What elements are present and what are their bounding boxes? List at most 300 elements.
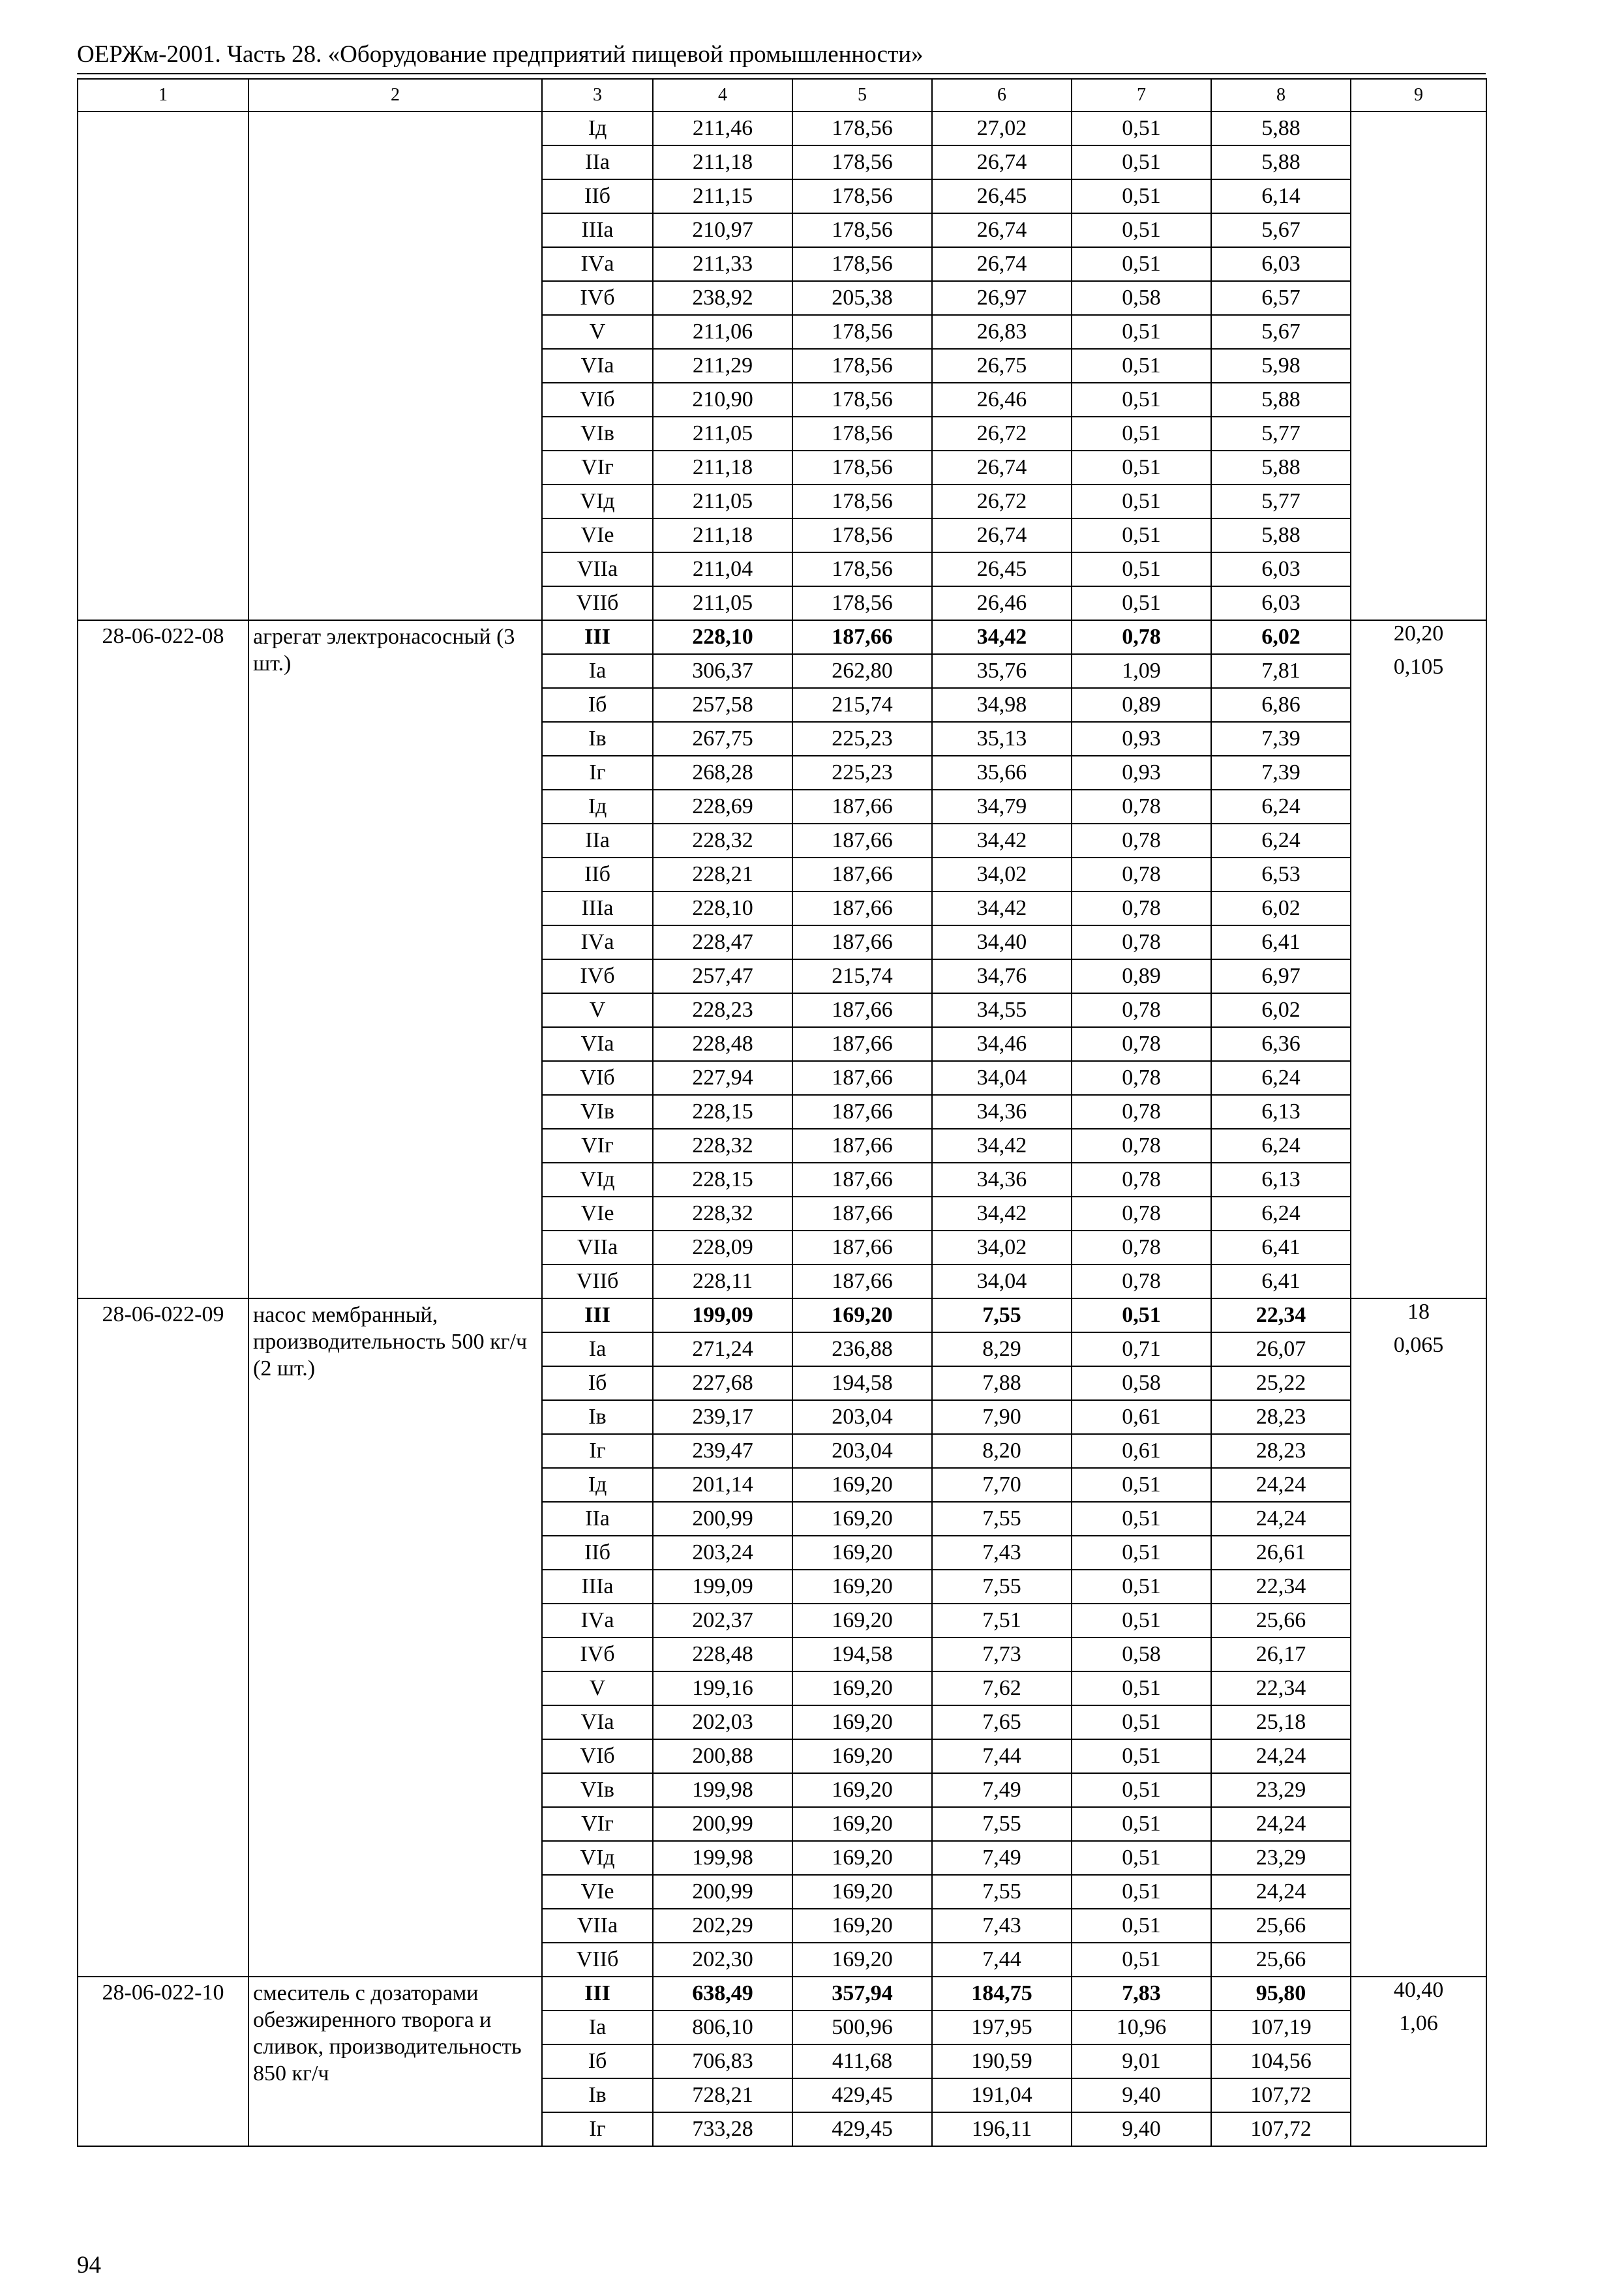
region-code-cell: IIа — [542, 145, 653, 179]
value-cell-8: 23,29 — [1211, 1841, 1351, 1875]
column9-cell — [1351, 518, 1486, 552]
value-cell-7: 0,51 — [1072, 1841, 1211, 1875]
column9-cell — [1351, 281, 1486, 315]
value-cell-4: 200,88 — [653, 1739, 792, 1773]
value-cell-5: 169,20 — [792, 1671, 932, 1705]
table-row — [78, 1298, 1486, 1332]
region-code-cell: VIIа — [542, 1909, 653, 1943]
column9-cell — [1351, 1400, 1486, 1434]
column9-cell — [1351, 993, 1486, 1027]
value-cell-5: 411,68 — [792, 2044, 932, 2078]
region-code-cell: VIIб — [542, 1943, 653, 1977]
value-cell-7: 0,78 — [1072, 1197, 1211, 1231]
rates-table-body — [78, 79, 1486, 2146]
value-cell-5: 500,96 — [792, 2011, 932, 2044]
value-cell-6: 7,55 — [932, 1570, 1072, 1604]
value-cell-5: 169,20 — [792, 1807, 932, 1841]
column9-cell — [1351, 1841, 1486, 1875]
value-cell-6: 7,55 — [932, 1807, 1072, 1841]
value-cell-6: 34,42 — [932, 1197, 1072, 1231]
value-cell-4: 199,09 — [653, 1570, 792, 1604]
value-cell-6: 34,79 — [932, 790, 1072, 824]
value-cell-7: 0,78 — [1072, 1027, 1211, 1061]
value-cell-5: 187,66 — [792, 993, 932, 1027]
value-cell-7: 0,78 — [1072, 1061, 1211, 1095]
value-cell-4: 271,24 — [653, 1332, 792, 1366]
value-cell-4: 211,29 — [653, 349, 792, 383]
value-cell-6: 34,36 — [932, 1163, 1072, 1197]
value-cell-4: 228,47 — [653, 925, 792, 959]
value-cell-8: 6,41 — [1211, 1231, 1351, 1264]
value-cell-6: 7,44 — [932, 1739, 1072, 1773]
value-cell-7: 0,51 — [1072, 1739, 1211, 1773]
value-cell-4: 267,75 — [653, 722, 792, 756]
value-cell-4: 228,32 — [653, 1197, 792, 1231]
value-cell-5: 187,66 — [792, 1264, 932, 1298]
value-cell-7: 0,78 — [1072, 620, 1211, 654]
value-cell-7: 9,40 — [1072, 2078, 1211, 2112]
value-cell-6: 34,76 — [932, 959, 1072, 993]
column9-cell — [1351, 247, 1486, 281]
column9-cell — [1351, 145, 1486, 179]
region-code-cell: VIв — [542, 1773, 653, 1807]
column9-cell — [1351, 722, 1486, 756]
value-cell-8: 25,66 — [1211, 1604, 1351, 1638]
value-cell-8: 5,77 — [1211, 417, 1351, 451]
value-cell-5: 178,56 — [792, 315, 932, 349]
value-cell-6: 190,59 — [932, 2044, 1072, 2078]
value-cell-8: 7,81 — [1211, 654, 1351, 688]
value-cell-7: 0,51 — [1072, 112, 1211, 145]
column9-cell — [1351, 179, 1486, 213]
value-cell-7: 9,01 — [1072, 2044, 1211, 2078]
value-cell-5: 178,56 — [792, 485, 932, 518]
value-cell-8: 6,03 — [1211, 552, 1351, 586]
column9-cell — [1351, 858, 1486, 891]
value-cell-5: 178,56 — [792, 145, 932, 179]
value-cell-4: 211,18 — [653, 145, 792, 179]
value-cell-5: 203,04 — [792, 1434, 932, 1468]
region-code-cell: IIб — [542, 858, 653, 891]
value-cell-7: 0,51 — [1072, 1807, 1211, 1841]
value-cell-4: 211,46 — [653, 112, 792, 145]
column9-cell — [1351, 1231, 1486, 1264]
value-cell-4: 200,99 — [653, 1875, 792, 1909]
value-cell-8: 5,98 — [1211, 349, 1351, 383]
column9-cell — [1351, 1434, 1486, 1468]
value-cell-4: 228,15 — [653, 1163, 792, 1197]
value-cell-6: 197,95 — [932, 2011, 1072, 2044]
region-code-cell: Iв — [542, 2078, 653, 2112]
value-cell-8: 5,88 — [1211, 112, 1351, 145]
region-code-cell: IVа — [542, 1604, 653, 1638]
value-cell-6: 26,46 — [932, 383, 1072, 417]
value-cell-5: 169,20 — [792, 1739, 932, 1773]
region-code-cell: VIе — [542, 1197, 653, 1231]
value-cell-5: 169,20 — [792, 1604, 932, 1638]
column9-cell — [1351, 213, 1486, 247]
value-cell-6: 7,90 — [932, 1400, 1072, 1434]
column9-cell — [1351, 1129, 1486, 1163]
column-number: 2 — [248, 79, 542, 112]
value-cell-4: 211,18 — [653, 451, 792, 485]
value-cell-8: 24,24 — [1211, 1875, 1351, 1909]
value-cell-5: 169,20 — [792, 1773, 932, 1807]
value-cell-8: 28,23 — [1211, 1434, 1351, 1468]
value-cell-7: 0,89 — [1072, 959, 1211, 993]
region-code-cell: IVб — [542, 959, 653, 993]
value-cell-6: 26,74 — [932, 451, 1072, 485]
value-cell-6: 184,75 — [932, 1977, 1072, 2011]
value-cell-5: 169,20 — [792, 1570, 932, 1604]
region-code-cell: VIб — [542, 1061, 653, 1095]
region-code-cell: VIв — [542, 1095, 653, 1129]
value-cell-8: 28,23 — [1211, 1400, 1351, 1434]
column9-cell — [1351, 349, 1486, 383]
value-cell-6: 35,76 — [932, 654, 1072, 688]
name-cell: агрегат электронасосный (3 шт.) — [248, 620, 542, 1298]
value-cell-6: 26,72 — [932, 417, 1072, 451]
value-cell-6: 8,20 — [932, 1434, 1072, 1468]
column9-cell — [1351, 2078, 1486, 2112]
value-cell-4: 228,48 — [653, 1638, 792, 1671]
region-code-cell: VIд — [542, 485, 653, 518]
value-cell-8: 6,53 — [1211, 858, 1351, 891]
region-code-cell: Iб — [542, 688, 653, 722]
value-cell-8: 6,03 — [1211, 586, 1351, 620]
value-cell-6: 34,55 — [932, 993, 1072, 1027]
code-cell: 28-06-022-10 — [78, 1977, 248, 2146]
region-code-cell: Iд — [542, 112, 653, 145]
header-rule — [77, 73, 1486, 74]
region-code-cell: IIа — [542, 824, 653, 858]
value-cell-8: 6,24 — [1211, 1197, 1351, 1231]
column9-cell — [1351, 315, 1486, 349]
value-cell-4: 239,17 — [653, 1400, 792, 1434]
column9-cell: 1,06 — [1351, 2011, 1486, 2044]
value-cell-7: 0,78 — [1072, 891, 1211, 925]
value-cell-6: 7,70 — [932, 1468, 1072, 1502]
column9-cell — [1351, 1705, 1486, 1739]
value-cell-7: 0,51 — [1072, 1570, 1211, 1604]
column9-cell — [1351, 925, 1486, 959]
value-cell-5: 429,45 — [792, 2112, 932, 2146]
value-cell-4: 202,03 — [653, 1705, 792, 1739]
region-code-cell: V — [542, 993, 653, 1027]
value-cell-5: 187,66 — [792, 1197, 932, 1231]
column-number: 6 — [932, 79, 1072, 112]
value-cell-7: 0,51 — [1072, 1773, 1211, 1807]
column-number: 4 — [653, 79, 792, 112]
region-code-cell: Iа — [542, 1332, 653, 1366]
value-cell-6: 7,55 — [932, 1875, 1072, 1909]
region-code-cell: VIа — [542, 349, 653, 383]
value-cell-5: 187,66 — [792, 1231, 932, 1264]
value-cell-4: 228,32 — [653, 824, 792, 858]
value-cell-6: 34,04 — [932, 1264, 1072, 1298]
value-cell-7: 0,51 — [1072, 518, 1211, 552]
value-cell-4: 200,99 — [653, 1807, 792, 1841]
value-cell-4: 268,28 — [653, 756, 792, 790]
region-code-cell: Iа — [542, 654, 653, 688]
value-cell-4: 228,09 — [653, 1231, 792, 1264]
value-cell-7: 0,78 — [1072, 1129, 1211, 1163]
value-cell-4: 211,33 — [653, 247, 792, 281]
value-cell-4: 199,09 — [653, 1298, 792, 1332]
region-code-cell: VIг — [542, 1807, 653, 1841]
region-code-cell: IIIа — [542, 213, 653, 247]
column9-cell: 20,20 — [1351, 620, 1486, 654]
column9-cell — [1351, 824, 1486, 858]
region-code-cell: IIб — [542, 1536, 653, 1570]
value-cell-4: 201,14 — [653, 1468, 792, 1502]
rates-table — [77, 78, 1487, 2147]
region-code-cell: VIе — [542, 518, 653, 552]
column9-cell — [1351, 1197, 1486, 1231]
column9-cell — [1351, 451, 1486, 485]
value-cell-4: 706,83 — [653, 2044, 792, 2078]
value-cell-5: 178,56 — [792, 247, 932, 281]
value-cell-8: 95,80 — [1211, 1977, 1351, 2011]
value-cell-6: 26,97 — [932, 281, 1072, 315]
region-code-cell: IIб — [542, 179, 653, 213]
value-cell-7: 0,61 — [1072, 1400, 1211, 1434]
value-cell-5: 178,56 — [792, 112, 932, 145]
value-cell-8: 5,67 — [1211, 315, 1351, 349]
value-cell-8: 6,57 — [1211, 281, 1351, 315]
region-code-cell: VIд — [542, 1841, 653, 1875]
value-cell-6: 26,45 — [932, 179, 1072, 213]
value-cell-8: 24,24 — [1211, 1468, 1351, 1502]
value-cell-4: 228,32 — [653, 1129, 792, 1163]
value-cell-8: 26,17 — [1211, 1638, 1351, 1671]
value-cell-6: 35,66 — [932, 756, 1072, 790]
region-code-cell: VIIб — [542, 586, 653, 620]
region-code-cell: Iб — [542, 1366, 653, 1400]
value-cell-7: 0,51 — [1072, 1502, 1211, 1536]
region-code-cell: IVа — [542, 925, 653, 959]
value-cell-6: 34,36 — [932, 1095, 1072, 1129]
column9-cell — [1351, 1027, 1486, 1061]
value-cell-5: 178,56 — [792, 552, 932, 586]
value-cell-7: 0,51 — [1072, 552, 1211, 586]
value-cell-5: 194,58 — [792, 1638, 932, 1671]
region-code-cell: Iв — [542, 1400, 653, 1434]
region-code-cell: Iд — [542, 1468, 653, 1502]
value-cell-8: 6,02 — [1211, 620, 1351, 654]
value-cell-4: 211,05 — [653, 485, 792, 518]
region-code-cell: VIг — [542, 1129, 653, 1163]
value-cell-7: 1,09 — [1072, 654, 1211, 688]
value-cell-6: 191,04 — [932, 2078, 1072, 2112]
value-cell-5: 187,66 — [792, 620, 932, 654]
value-cell-5: 187,66 — [792, 891, 932, 925]
column9-cell: 0,065 — [1351, 1332, 1486, 1366]
value-cell-8: 22,34 — [1211, 1570, 1351, 1604]
value-cell-6: 34,46 — [932, 1027, 1072, 1061]
value-cell-7: 0,51 — [1072, 417, 1211, 451]
value-cell-6: 26,75 — [932, 349, 1072, 383]
value-cell-5: 236,88 — [792, 1332, 932, 1366]
value-cell-4: 228,10 — [653, 620, 792, 654]
region-code-cell: VIг — [542, 451, 653, 485]
column9-cell — [1351, 1909, 1486, 1943]
region-code-cell: III — [542, 620, 653, 654]
value-cell-5: 178,56 — [792, 349, 932, 383]
value-cell-8: 24,24 — [1211, 1739, 1351, 1773]
column9-cell — [1351, 485, 1486, 518]
value-cell-5: 178,56 — [792, 518, 932, 552]
region-code-cell: VIIб — [542, 1264, 653, 1298]
column-number: 5 — [792, 79, 932, 112]
column9-cell — [1351, 1264, 1486, 1298]
region-code-cell: VIIа — [542, 552, 653, 586]
value-cell-4: 238,92 — [653, 281, 792, 315]
value-cell-4: 228,21 — [653, 858, 792, 891]
value-cell-6: 26,45 — [932, 552, 1072, 586]
value-cell-4: 306,37 — [653, 654, 792, 688]
value-cell-6: 26,74 — [932, 145, 1072, 179]
value-cell-4: 211,05 — [653, 417, 792, 451]
value-cell-7: 0,93 — [1072, 722, 1211, 756]
value-cell-5: 187,66 — [792, 1061, 932, 1095]
column9-cell — [1351, 1638, 1486, 1671]
value-cell-8: 6,86 — [1211, 688, 1351, 722]
value-cell-5: 169,20 — [792, 1502, 932, 1536]
value-cell-8: 23,29 — [1211, 1773, 1351, 1807]
region-code-cell: Iб — [542, 2044, 653, 2078]
value-cell-7: 0,58 — [1072, 1638, 1211, 1671]
value-cell-7: 0,78 — [1072, 1095, 1211, 1129]
value-cell-6: 7,43 — [932, 1909, 1072, 1943]
value-cell-5: 225,23 — [792, 722, 932, 756]
value-cell-6: 26,72 — [932, 485, 1072, 518]
value-cell-5: 225,23 — [792, 756, 932, 790]
column9-cell — [1351, 1604, 1486, 1638]
value-cell-4: 210,90 — [653, 383, 792, 417]
column9-cell — [1351, 891, 1486, 925]
value-cell-6: 196,11 — [932, 2112, 1072, 2146]
value-cell-8: 24,24 — [1211, 1807, 1351, 1841]
value-cell-8: 25,22 — [1211, 1366, 1351, 1400]
value-cell-5: 262,80 — [792, 654, 932, 688]
value-cell-6: 7,65 — [932, 1705, 1072, 1739]
value-cell-6: 34,42 — [932, 1129, 1072, 1163]
region-code-cell: VIв — [542, 417, 653, 451]
name-cell — [248, 112, 542, 620]
column-number: 8 — [1211, 79, 1351, 112]
value-cell-8: 107,72 — [1211, 2078, 1351, 2112]
value-cell-8: 5,88 — [1211, 518, 1351, 552]
value-cell-8: 7,39 — [1211, 756, 1351, 790]
value-cell-8: 6,24 — [1211, 1061, 1351, 1095]
value-cell-5: 205,38 — [792, 281, 932, 315]
value-cell-6: 7,49 — [932, 1841, 1072, 1875]
value-cell-8: 6,02 — [1211, 891, 1351, 925]
value-cell-4: 228,23 — [653, 993, 792, 1027]
value-cell-6: 26,83 — [932, 315, 1072, 349]
value-cell-7: 0,51 — [1072, 1298, 1211, 1332]
value-cell-8: 6,97 — [1211, 959, 1351, 993]
value-cell-8: 107,19 — [1211, 2011, 1351, 2044]
value-cell-7: 0,51 — [1072, 1536, 1211, 1570]
value-cell-5: 169,20 — [792, 1909, 932, 1943]
value-cell-7: 10,96 — [1072, 2011, 1211, 2044]
value-cell-8: 6,24 — [1211, 790, 1351, 824]
column9-cell — [1351, 2044, 1486, 2078]
name-cell: насос мембранный, производительность 500 кг/ч (2 шт.) — [248, 1298, 542, 1977]
value-cell-6: 34,40 — [932, 925, 1072, 959]
value-cell-6: 26,74 — [932, 247, 1072, 281]
region-code-cell: VIе — [542, 1875, 653, 1909]
code-cell — [78, 112, 248, 620]
value-cell-7: 0,78 — [1072, 790, 1211, 824]
value-cell-4: 227,94 — [653, 1061, 792, 1095]
value-cell-7: 0,78 — [1072, 1163, 1211, 1197]
value-cell-6: 34,42 — [932, 824, 1072, 858]
table-row — [78, 1977, 1486, 2011]
value-cell-6: 26,74 — [932, 213, 1072, 247]
value-cell-6: 7,51 — [932, 1604, 1072, 1638]
value-cell-5: 187,66 — [792, 1129, 932, 1163]
value-cell-5: 169,20 — [792, 1536, 932, 1570]
value-cell-7: 0,78 — [1072, 925, 1211, 959]
value-cell-6: 7,44 — [932, 1943, 1072, 1977]
value-cell-5: 187,66 — [792, 1163, 932, 1197]
value-cell-7: 0,58 — [1072, 1366, 1211, 1400]
value-cell-7: 0,51 — [1072, 1875, 1211, 1909]
column9-cell: 18 — [1351, 1298, 1486, 1332]
value-cell-4: 228,11 — [653, 1264, 792, 1298]
value-cell-6: 34,98 — [932, 688, 1072, 722]
value-cell-5: 169,20 — [792, 1875, 932, 1909]
value-cell-8: 6,03 — [1211, 247, 1351, 281]
value-cell-7: 0,51 — [1072, 1671, 1211, 1705]
column9-cell — [1351, 112, 1486, 145]
column9-cell — [1351, 1502, 1486, 1536]
value-cell-7: 0,51 — [1072, 586, 1211, 620]
region-code-cell: Iа — [542, 2011, 653, 2044]
value-cell-5: 187,66 — [792, 790, 932, 824]
value-cell-7: 0,51 — [1072, 1705, 1211, 1739]
value-cell-6: 26,46 — [932, 586, 1072, 620]
region-code-cell: VIб — [542, 1739, 653, 1773]
name-cell: смеситель с дозаторами обезжиренного творога и сливок, производительность 850 кг/ч — [248, 1977, 542, 2146]
page-number: 94 — [77, 2252, 101, 2279]
column9-cell — [1351, 790, 1486, 824]
value-cell-5: 169,20 — [792, 1468, 932, 1502]
region-code-cell: IVа — [542, 247, 653, 281]
value-cell-7: 9,40 — [1072, 2112, 1211, 2146]
value-cell-8: 6,41 — [1211, 1264, 1351, 1298]
value-cell-4: 202,29 — [653, 1909, 792, 1943]
value-cell-8: 5,88 — [1211, 451, 1351, 485]
value-cell-8: 6,13 — [1211, 1163, 1351, 1197]
value-cell-7: 0,89 — [1072, 688, 1211, 722]
value-cell-8: 26,61 — [1211, 1536, 1351, 1570]
region-code-cell: VIб — [542, 383, 653, 417]
value-cell-5: 215,74 — [792, 959, 932, 993]
value-cell-5: 187,66 — [792, 858, 932, 891]
value-cell-4: 228,69 — [653, 790, 792, 824]
column9-cell — [1351, 2112, 1486, 2146]
value-cell-5: 187,66 — [792, 824, 932, 858]
value-cell-7: 0,51 — [1072, 383, 1211, 417]
column9-cell — [1351, 1773, 1486, 1807]
value-cell-7: 0,78 — [1072, 824, 1211, 858]
value-cell-5: 178,56 — [792, 213, 932, 247]
column9-cell — [1351, 383, 1486, 417]
